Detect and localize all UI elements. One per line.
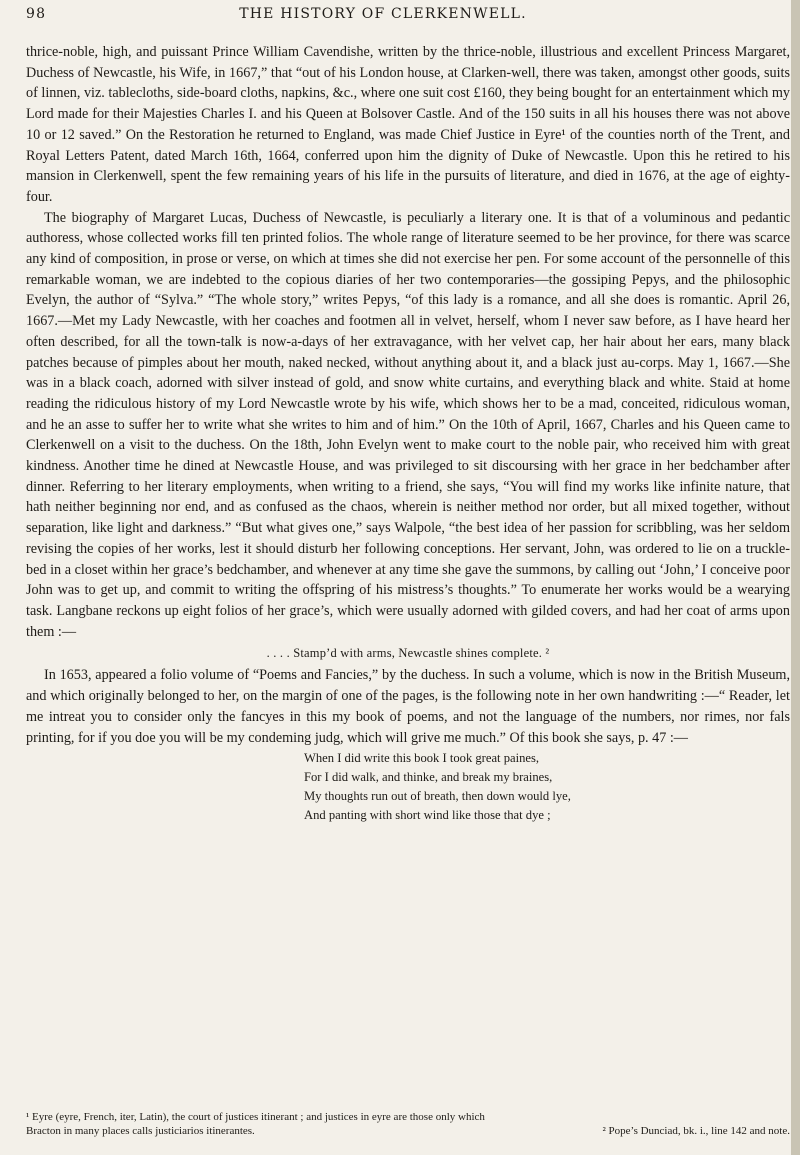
- running-title: THE HISTORY OF CLERKENWELL.: [239, 6, 527, 22]
- quoted-line: . . . . Stamp’d with arms, Newcastle shines complete. ²: [266, 646, 550, 661]
- paragraph-1: thrice-noble, high, and puissant Prince William Cavendishe, written by the thrice-noble, illustrious and excellent Princess Margaret, Duchess of Newcastle, his Wife, in 1667,” that “out of his London house, at Clarken-well, there was taken, amongst other goods, suits of linnen, viz. tablecloths, side-board cloths, napkins, &c., where one suit cost £160, they being bought for an entertainment which my Lord made for their Majesties Charles I. and his Queen at Bolsover Castle. And of the 150 suits in all his houses there was not above 10 or 12 saved.” On the Restoration he returned to England, was made Chief Justice in Eyre¹ of the counties north of the Trent, and Royal Letters Patent, dated March 16th, 1664, conferred upon him the dignity of Duke of Newcastle. Upon this he retired to his mansion in Clerkenwell, spent the few remaining years of his life in the pursuits of literature, and died in 1676, at the age of eighty-four.: [26, 44, 790, 205]
- page-header: [26, 6, 740, 28]
- footnote-row: [26, 1124, 790, 1138]
- page-number: 98: [26, 6, 47, 22]
- verse-line: And panting with short wind like those that dye ;: [304, 808, 551, 823]
- verse-line: My thoughts run out of breath, then down would lye,: [304, 789, 571, 804]
- verse-block: [304, 749, 790, 825]
- footnote-2: ² Pope’s Dunciad, bk. i., line 142 and note.: [602, 1125, 790, 1137]
- footnote-1-continued: Bracton in many places calls justiciarios itinerantes.: [26, 1125, 255, 1137]
- body-text: [26, 42, 790, 825]
- footnote-1: ¹ Eyre (eyre, French, iter, Latin), the court of justices itinerant ; and justices in eyre are those only which: [26, 1111, 485, 1123]
- paragraph-3: In 1653, appeared a folio volume of “Poems and Fancies,” by the duchess. In such a volume, which is now in the British Museum, and which originally belonged to her, on the margin of one of the pages, is the following note in her own handwriting :—“ Reader, let me intreat you to consider only the fancyes in this my book of poems, and not the language of the numbers, nor rimes, nor fals printing, for if you doe you will be my condeming judg, which will grive me much.” Of this book she says, p. 47 :—: [26, 667, 790, 746]
- verse-line: For I did walk, and thinke, and break my braines,: [304, 770, 553, 785]
- verse-line: When I did write this book I took great paines,: [304, 751, 540, 766]
- page-edge: [791, 0, 800, 1155]
- footnotes: [26, 1110, 790, 1138]
- paragraph-2: The biography of Margaret Lucas, Duchess of Newcastle, is peculiarly a literary one. It is that of a voluminous and pedantic authoress, whose collected works fill ten printed folios. The whole range of literature seemed to be her province, for there was scarce any kind of composition, in prose or verse, on which at times she did not exercise her pen. For some account of the personnelle of this remarkable woman, we are indebted to the copious diaries of her two contemporaries—the gossiping Pepys, and the philosophic Evelyn, the author of “Sylva.” “The whole story,” writes Pepys, “of this lady is a romance, and all she does is romantic. April 26, 1667.—Met my Lady Newcastle, with her coaches and footmen all in velvet, herself, whom I never saw before, as I have heard her often described, for all the town-talk is now-a-days of her extravagance, with her velvet cap, her hair about her ears, many black patches because of pimples about her mouth, naked necked, without anything about it, and a black just au-corps. May 1, 1667.—She was in a black coach, adorned with silver instead of gold, and snow white curtains, and everything black and white. Staid at home reading the ridiculous history of my Lord Newcastle wrote by his wife, which shows her to be a mad, conceited, ridiculous woman, and he an asse to suffer her to write what she writes to him and of him.” On the 10th of April, 1667, Charles and his Queen came to Clerkenwell on a visit to the duchess. On the 18th, John Evelyn went to make court to the noble pair, who received him with great kindness. Another time he dined at Newcastle House, and was privileged to sit discoursing with her grace in her bedchamber after dinner. Referring to her literary employments, when writing to a friend, she says, “You will find my works like infinite nature, that hath neither beginning nor end, and as confused as the chaos, wherein is neither method nor order, but all mixed together, without separation, like light and darkness.” “But what gives one,” says Walpole, “the best idea of her passion for scribbling, was her seldom revising the copies of her works, lest it should disturb her following conceptions. Her servant, John, was ordered to lie on a truckle-bed in a closet within her grace’s bedchamber, and whenever at any time she gave the summons, by calling out ‘John,’ I conceive poor John was to get up, and commit to writing the offspring of his mistress’s thoughts.” To enumerate her works would be a wearying task. Langbane reckons up eight folios of her grace’s, which were usually adorned with gilded covers, and had her coat of arms upon them :—: [26, 209, 790, 640]
